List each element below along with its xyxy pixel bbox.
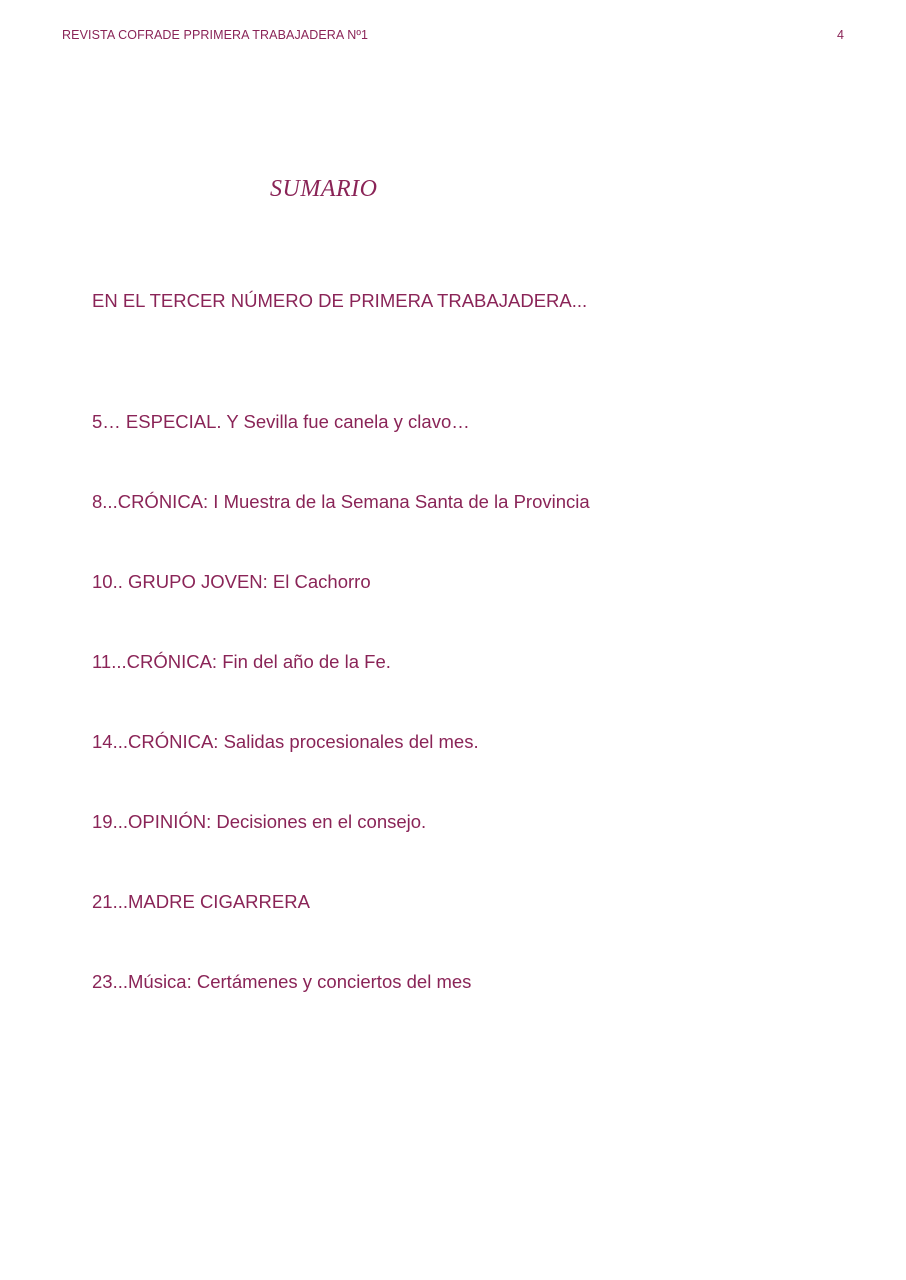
page-title: SUMARIO bbox=[270, 176, 378, 202]
toc-entry: 21...MADRE CIGARRERA bbox=[92, 891, 310, 912]
toc-entry: 10.. GRUPO JOVEN: El Cachorro bbox=[92, 571, 371, 592]
page-number: 4 bbox=[837, 28, 844, 42]
toc-entry: 11...CRÓNICA: Fin del año de la Fe. bbox=[92, 651, 391, 672]
toc-entry: 19...OPINIÓN: Decisiones en el consejo. bbox=[92, 811, 427, 832]
toc-entry: 5… ESPECIAL. Y Sevilla fue canela y clavo… bbox=[92, 411, 470, 432]
intro-text: EN EL TERCER NÚMERO DE PRIMERA TRABAJADERA... bbox=[92, 290, 588, 311]
table-of-contents bbox=[92, 410, 590, 1050]
toc-entry: 8...CRÓNICA: I Muestra de la Semana Santa de la Provincia bbox=[92, 491, 590, 512]
running-header: REVISTA COFRADE PPRIMERA TRABAJADERA Nº1 bbox=[62, 28, 369, 42]
toc-entry: 14...CRÓNICA: Salidas procesionales del mes. bbox=[92, 731, 479, 752]
toc-entry: 23...Música: Certámenes y conciertos del mes bbox=[92, 971, 472, 992]
